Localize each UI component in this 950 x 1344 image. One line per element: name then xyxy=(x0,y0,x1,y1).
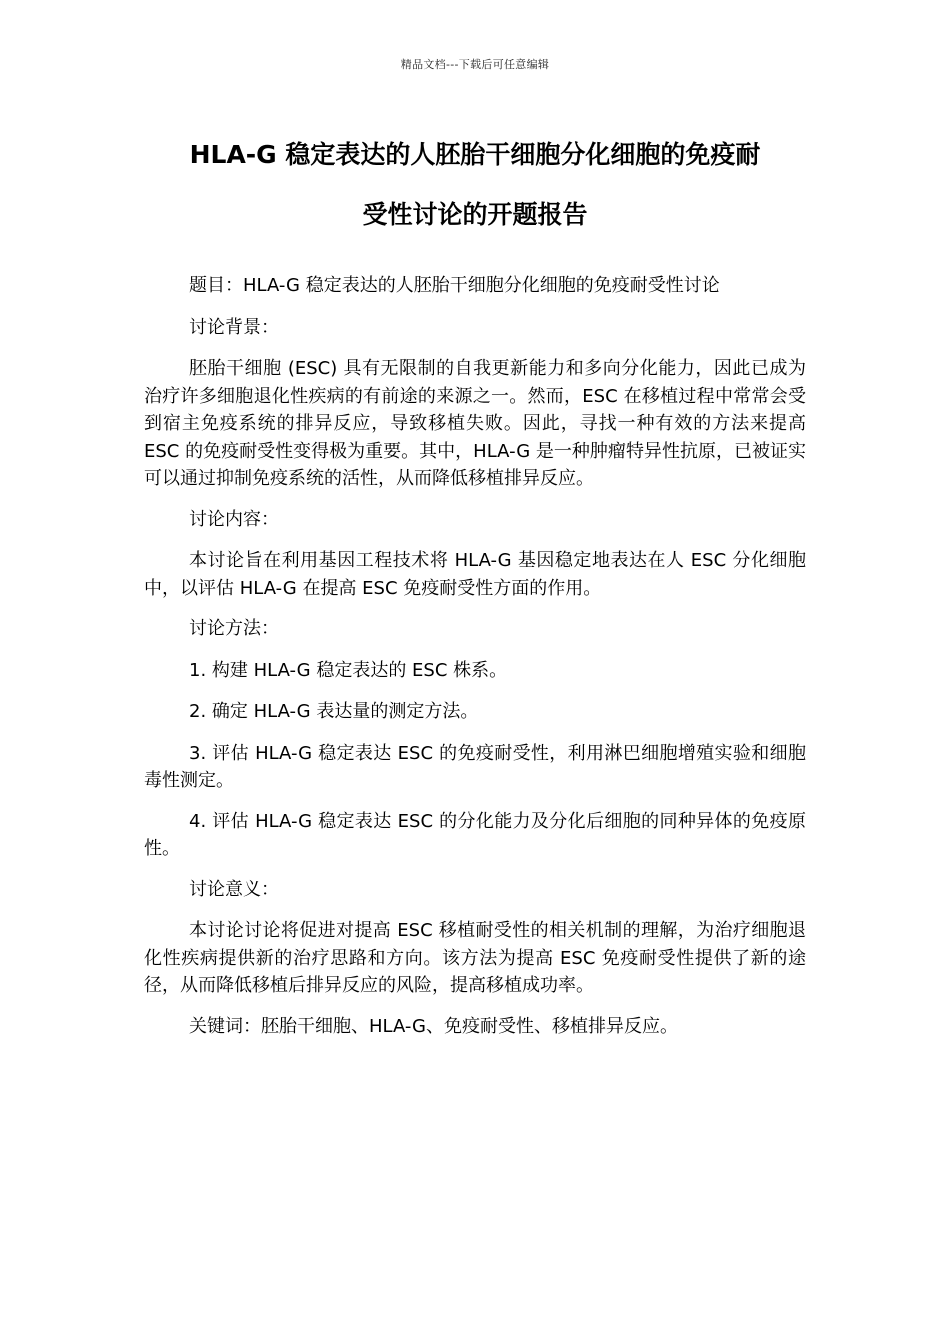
document-title-line-2: 受性讨论的开题报告 xyxy=(362,200,588,229)
page-header: 精品文档---下载后可任意编辑 xyxy=(400,58,550,71)
document-title-line-1: HLA-G 稳定表达的人胚胎干细胞分化细胞的免疫耐 xyxy=(189,140,761,169)
document-body xyxy=(144,272,806,1054)
content-paragraph: 本讨论旨在利用基因工程技术将 HLA-G 基因稳定地表达在人 ESC 分化细胞中，以评估 HLA-G 在提高 ESC 免疫耐受性方面的作用。 xyxy=(144,550,806,599)
section-heading-content: 讨论内容： xyxy=(189,508,279,530)
method-item-4: 4. 评估 HLA-G 稳定表达 ESC 的分化能力及分化后细胞的同种异体的免疫原性。 xyxy=(144,810,806,859)
section-heading-methods: 讨论方法： xyxy=(189,618,279,639)
background-paragraph: 胚胎干细胞 (ESC) 具有无限制的自我更新能力和多向分化能力，因此已成为治疗许多细胞退化性疾病的有前途的来源之一。然而，ESC 在移植过程中常常会受到宿主免疫系统的排异反应，导致移植失败。因此，寻找一种有效的方法来提高 ESC 的免疫耐受性变得极为重要。其中，HLA-G 是一种肿瘤特异性抗原，已被证实可以通过抑制免疫系统的活性，从而降低移植排异反应。 xyxy=(144,358,806,489)
method-item-2: 2. 确定 HLA-G 表达量的测定方法。 xyxy=(189,701,479,722)
topic-line: 题目：HLA-G 稳定表达的人胚胎干细胞分化细胞的免疫耐受性讨论 xyxy=(189,275,720,296)
section-heading-significance: 讨论意义： xyxy=(189,878,279,900)
method-item-1: 1. 构建 HLA-G 稳定表达的 ESC 株系。 xyxy=(189,659,508,681)
method-item-3: 3. 评估 HLA-G 稳定表达 ESC 的免疫耐受性，利用淋巴细胞增殖实验和细胞毒性测定。 xyxy=(144,742,806,791)
significance-paragraph: 本讨论讨论将促进对提高 ESC 移植耐受性的相关机制的理解，为治疗细胞退化性疾病提供新的治疗思路和方向。该方法为提高 ESC 免疫耐受性提供了新的途径，从而降低移植后排异反应的风险，提高移植成功率。 xyxy=(144,920,806,996)
keywords-line: 关键词：胚胎干细胞、HLA-G、免疫耐受性、移植排异反应。 xyxy=(189,1015,678,1037)
section-heading-background: 讨论背景： xyxy=(189,316,279,338)
